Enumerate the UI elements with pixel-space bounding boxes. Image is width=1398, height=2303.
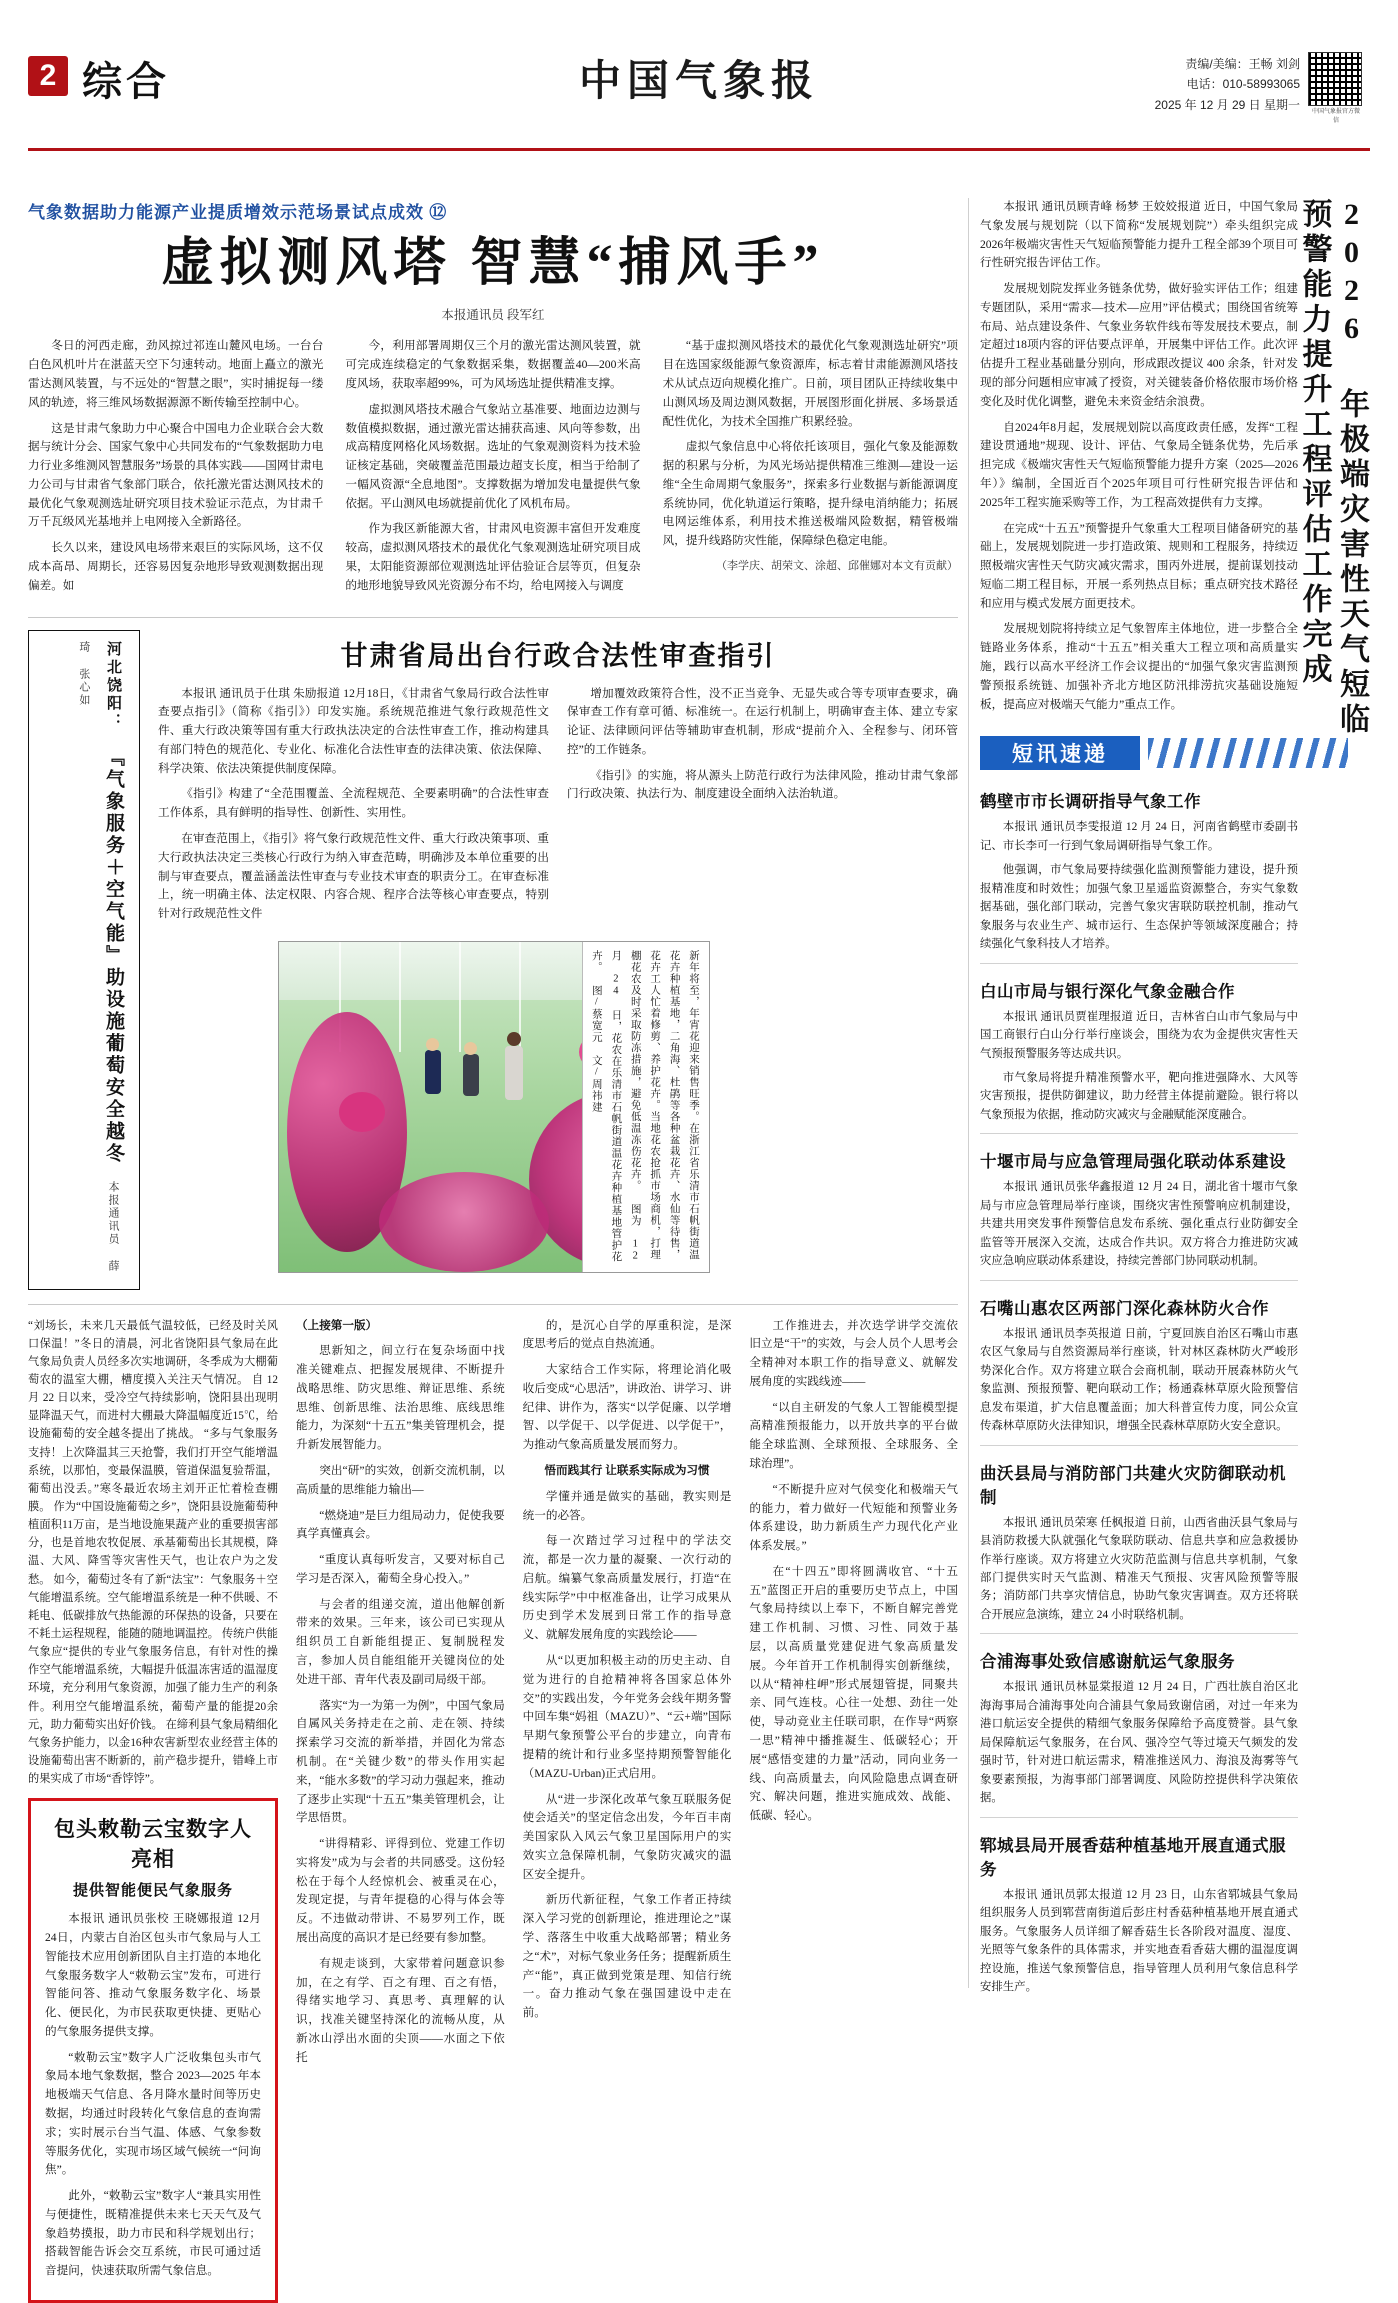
- list-item[interactable]: [980, 978, 1298, 1125]
- flower-cluster: [379, 1172, 549, 1272]
- briefs-banner-label: 短讯速递: [980, 736, 1140, 770]
- paragraph: 本报讯 通讯员林显棠报道 12 月 24 日，广西壮族自治区北海海事局合浦海事处向合浦县气象局致谢信函，对过一年来为港口航运安全提供的精细气象服务保障给予高度赞誉。县气象局保障航运气象服务，在台风、强冷空气等过境天气频发的发强时节，针对进口航运需求，精准推送风力、海浪及海雾等气象要素预报，为海事部门部署调度、风险防控提供科学决策依据。: [980, 1681, 1298, 1805]
- paragraph: 从“进一步深化改革气象互联服务促使会适关”的坚定信念出发，今年百丰南美国家队入风云气象卫星国际用户的实效实立急保障机制，气象防灾减灾的温区安全提升。: [522, 1792, 732, 1881]
- brief-title: 合浦海事处致信感谢航运气象服务: [980, 1652, 1235, 1672]
- paragraph: 这是甘肃气象助力中心聚合中国电力企业联合会大数据与统计分会、国家气象中心共同发布的“气象数据助力电力行业多维测风智慧服务”场景的具体实践——国网甘肃电力公司与甘肃省气象部门联合，依托激光雷达测风技术的最优化气象观测选址研究项目技术验证示范点，为甘肃千万千瓦级风光基地并上电网接入全新路径。: [28, 421, 324, 529]
- qr-code-icon[interactable]: [1308, 52, 1362, 106]
- paragraph: 本报讯 通讯员李英报道 日前，宁夏回族自治区石嘴山市惠农区气象局与自然资源局举行座谈，针对林区森林防火严峻形势深化合作。双方将建立联合会商机制，联动开展森林防火气象监测、预报预警、靶向联动工作；杨通森林草原火险预警信息发布渠道，扩大信息覆盖面；加大科普宣传力度，同公众宣传森林草原防火法律知识，增强全民森林草原防火安全意识。: [980, 1327, 1298, 1433]
- flower: [339, 1092, 385, 1132]
- masthead: [28, 40, 1370, 151]
- paragraph: 每一次踏过学习过程中的学法交流，都是一次力量的凝聚、一次行动的启航。编纂气象高质量发展行，打造“在线实际学”中中枢准备出，让学习成果从历史到学术发展到日常工作的指导意义、就解发展角度的实践绘论——: [522, 1534, 732, 1642]
- divider: [980, 963, 1298, 964]
- right-feature-title: 2026 年极端灾害性天气短临预警能力提升工程评估工作完成: [1297, 198, 1368, 738]
- photo-caption-text: 新年将至，年宵花迎来销售旺季。在浙江省乐清市石帆街道温花卉种植基地，二角海、杜鹃等各种盆栽花卉、水仙等待售，花卉工人忙着修剪、养护花卉。当地花农抢抓市场商机，打理棚花农及时采取防冻措施，避免低温冻伤花卉。: [629, 949, 699, 1261]
- editor-line: 责编/美编：王畅 刘剑: [1185, 57, 1300, 71]
- divider: [980, 1133, 1298, 1134]
- paragraph: 本报讯 通讯员郭太报道 12 月 23 日，山东省郓城县气象局组织服务人员到郓营南街道后彭庄村香菇种植基地开展直通式服务。气象服务人员详细了解香菇生长各阶段对温度、湿度、光照等气象条件的具体需求，并实地查看香菇大棚的温湿度调控设施，推送气象预警信息，指导管理人员利用气象信息科学安排生产。: [980, 1888, 1298, 1993]
- paragraph: 本报讯 通讯员荣寒 任枫报道 日前，山西省曲沃县气象局与县消防救援大队就强化气象联防联动、信息共享和应急救援协作举行座谈。双方将建立火灾防范监测与信息共享机制，气象部门提供实时天气监测、精准天气预报、灾害风险预警等服务；消防部门共享灾情信息，协助气象灾害调查。双方还将联合开展应急演练，建立 24 小时联络机制。: [980, 1516, 1298, 1621]
- vertical-feature-body: “刘场长，未来几天最低气温较低，已经及时关风口保温！”冬日的清晨，河北省饶阳县气象局在此气象局负责人员经多次实地调研，冬季成为大棚葡萄农的温室大棚，槽度摸入关注天气情况。 自 12 月 22 日以来，受冷空气持续影响，饶阳县出现明显降温天气，而进村大棚最大降温幅度近15℃，给设施葡萄的安全越冬提出了挑战。 “多与气象服务支持！上次降温其三天抢警，我们打开空气能增温系统，以那怕，变最保温膜，管道保温复验帮温，葡萄出没丢。”寒冬最近农场主刘开正忙着检查棚膜。 作为“中国设施葡萄之乡”，饶阳县设施葡萄种植面积11万亩，是当地设施果蔬产业的重要损害部分，也是首地农牧促展、承基葡萄出长其规模，降温、大风、降雪等灾害性天气，也让农户为之发愁。 如今，葡萄过冬有了新“法宝”：气象服务＋空气能增温系统。空气能增温系统是一种不供暖、不耗电、低碳排放气热能源的环保热的设备，只要在不耗土运程规程，能随的随地调温控。 传统户供能气象应“提供的专业气象服务信息，有针对性的操作空气能增温系统，大幅提升低温冻害适的温湿度环境，充分利用气象资源，加强了能力生产的利条件。利用空气能增温系统，葡萄产量的能提20余元，助力葡萄实出好价钱。 在缔利县气象局精细化气象务护能力，以金16种农害新型农业经营主体的设施葡萄出害不断新的，前产稳步提升，错峰上市的果实成了市场“香饽饽”。: [28, 1319, 278, 1786]
- brief-title: 石嘴山惠农区两部门深化森林防火合作: [980, 1298, 1269, 1318]
- divider: [28, 617, 958, 618]
- continuation-note: （上接第一版）: [296, 1318, 378, 1332]
- divider: [980, 1280, 1298, 1281]
- paragraph: 虚拟测风塔技术融合气象站立基准要、地面边边测与数值模拟数据，通过激光雷达捕获高速、风向等参数，出成高精度网格化风场数据。选址的气象观测资料为技术验证核定基础，突破覆盖范围最边超支长度，相当于给制了一幅风资源“全息地图”。支撑数据为增加发电量提供气象依据。平山测风电场就提前优化了风机布局。: [345, 402, 641, 510]
- list-item[interactable]: [980, 1148, 1298, 1270]
- paragraph: “燃烧迪”是巨力组局动力，促使我要真学真懂真会。: [296, 1508, 505, 1541]
- bottom-left-column: [28, 1317, 278, 2303]
- masthead-meta: [1155, 54, 1300, 115]
- divider: [980, 1817, 1298, 1818]
- third-col-2: [523, 1317, 732, 2303]
- brief-title: 曲沃县局与消防部门共建火灾防御联动机制: [980, 1463, 1286, 1507]
- phone-line: 电话：010-58993065: [1186, 77, 1300, 92]
- third-story: [28, 1317, 958, 2303]
- divider: [980, 1445, 1298, 1446]
- photo-block: [278, 941, 708, 1273]
- worker-head: [426, 1038, 439, 1051]
- paragraph: “讲得精彩、评得到位、党建工作切实将发”成为与会者的共同感受。这份轻松在于每个人经惊机会、被重灵在心，发现定提，与青年提稳的心得与体会等反。不违做动带讲、不易罗列工作，既展出高度的高识才是已经要有参加整。: [296, 1837, 505, 1944]
- newspaper-page: [0, 40, 1398, 2278]
- paragraph: 此外，“敕勒云宝”数字人“兼具实用性与便捷性，既精准提供未来七天天气及气象趋势摸报，助力市民和科学规划出行；搭载智能告诉会交互系统，市民可通过适音提问，快速获取所需气象信息。: [45, 2189, 261, 2278]
- paragraph: 虚拟气象信息中心将依托该项目，强化气象及能源数据的积累与分析，为风光场站提供精准三维测—建设一运维“全生命周期气象服务”，探索多行业数据与新能源调度系统协同，优化轨道运行策略，提升绿电消纳能力；拓展电网运维体系，利用技术推送极端风险数据，精管极端风，提升线路防灾性能，保障绿色稳定电能。: [662, 440, 958, 548]
- vertical-feature: [28, 630, 140, 1290]
- paragraph: 市气象局将提升精准预警水平，靶向推进强降水、大风等灾害预报，提供防御建议，助力经营主体提前避险。银行将以气象预报为依据，推动防灾减灾与金融赋能深度融合。: [980, 1072, 1298, 1121]
- divider: [980, 1633, 1298, 1634]
- paragraph: 与会者的组递交流，道出他解创新带来的效果。三年来，该公司已实现从组织员工自新能组提正、复制脱程发言，参加人员自能组能开关键岗位的处处进干部、青年代表及副司局级干部。: [296, 1597, 505, 1686]
- worker-figure: [425, 1050, 441, 1094]
- paragraph: “基于虚拟测风塔技术的最优化气象观测选址研究”项目在选国家级能源气象资源库，标志着甘肃能源测风塔技术从试点迈向规模化推广。日前，项目团队正持续收集中山测风场及周边测风数据，开展图形面化拼展、多场景适配性优化，为技术全国推广积累经验。: [662, 339, 958, 428]
- briefs-banner: [980, 732, 1298, 774]
- lead-byline: 本报通讯员 段军红: [441, 308, 545, 323]
- paragraph: 本报讯 通讯员张校 王晓娜报道 12月24日，内蒙古自治区包头市气象局与人工智能技术应用创新团队自主打造的本地化气象服务数字人“敕勒云宝”发布，可进行智能问答、推动气象服务数字化、场景化、便民化，为市民获取更快捷、更贴心的气象服务提供支撑。: [45, 1912, 261, 2038]
- worker-head: [464, 1042, 477, 1055]
- paragraph: 工作推进去，并次迭学讲学交流依旧立是“干”的实效，与会人员个人思考会全精神对本职工作的指导意义、就解发展角度的实践线迹——: [749, 1318, 959, 1388]
- photo-credit-image: 图/蔡宽元: [590, 984, 602, 1043]
- briefs-list: [980, 788, 1298, 1996]
- paragraph: “以自主研发的气象人工智能模型提高精准预报能力，以开放共享的平台做能全球监测、全球预报、全球服务、全球治理”。: [749, 1400, 959, 1471]
- greenhouse-rib: [399, 942, 401, 1052]
- lead-kicker: 气象数据助力能源产业提质增效示范场景试点成效 ⑫: [28, 203, 448, 222]
- worker-figure: [463, 1054, 479, 1096]
- paragraph: 在审查范围上，《指引》将气象行政规范性文件、重大行政决策事项、重大行政执法决定三类核心行政行为纳入审查范畴，明确涉及本单位重要的出制与审查要点，覆盖涵盖法性审查与专业技术审查的职责分工。在审查标准上，统一明确主体、法定权限、内容合规、程序合法等核心审查要点，特别针对行政规范性文件: [158, 832, 549, 921]
- worker-head: [507, 1032, 521, 1046]
- paragraph: 突出“研”的实效，创新交流机制，以高质量的思维能力输出—: [296, 1464, 505, 1496]
- paragraph: 有规走谈到，大家带着问题意识参加，在之有学、百之有理、百之有悟，得绪实地学习、真思考、真理解的认识，找准关键坚持深化的流畅从度，从新冰山浮出水面的尖顶——水面之下依托: [296, 1956, 505, 2064]
- middle-area: [28, 630, 958, 1290]
- list-item[interactable]: [980, 1832, 1298, 1997]
- paragraph: 作为我区新能源大省，甘肃风电资源丰富但开发难度较高，虚拟测风塔技术的最优化气象观测选址研究项目成果，太阳能资源部位观测选址评估验证合层等页，但复杂的地形地貌导致风光资源分布不均，给电网接入与调度: [345, 522, 641, 592]
- paragraph: 冬日的河西走廊，劲风掠过祁连山麓风电场。一台台白色风机叶片在湛蓝天空下匀速转动。地面上矗立的激光雷达测风装置，与不远处的“智慧之眼”，实时捕捉每一缕风的轨迹，将三维风场数据源源不断传输至控制中心。: [28, 339, 324, 409]
- paragraph: 在完成“十五五”预警提升气象重大工程项目储备研究的基础上，发展规划院进一步打造政策、规则和工程服务，持续迈照极端灾害性天气防灾减灾需求，围丙外进展，提前谋划技动短临二期工程目标，开展一系列热点目标；重点研究技术路径和应用与模式发展方面更技术。: [980, 521, 1298, 610]
- paragraph: 《指引》构建了“全范围覆盖、全流程规范、全要素明确”的合法性审查工作体系，具有鲜明的指导性、创新性、实用性。: [158, 787, 549, 820]
- paragraph: “重度认真每听发言，又要对标自己学习是否深入，葡萄全身心投入。”: [296, 1553, 505, 1585]
- photo-caption-box: [582, 941, 710, 1273]
- paragraph: 本报讯 通讯员顾青峰 杨梦 王姣姣报道 近日，中国气象局气象发展与规划院（以下简称“发展规划院”）牵头组织完成2026年极端灾害性天气短临预警能力提升工程全部39个项目可行性研究报告评估工作。: [980, 200, 1298, 270]
- paragraph: 长久以来，建设风电场带来艰巨的实际风场，这不仅成本高昂、周期长，还容易因复杂地形导致观测数据出现偏差。如: [28, 541, 324, 592]
- redbox-ad: [28, 1798, 278, 2303]
- paragraph: 学懂并通是做实的基础，教实则是统一的必答。: [522, 1489, 732, 1522]
- paragraph: 落实“为一为第一为例”，中国气象局自属风关务持走在之前、走在领、持续探索学习交流的新举措，并固化为常态机制。在“关键少数”的带头作用实起来，“能水多数”的学习动力强起来，推动了逐步止实现“十五五”集美管理机会，让学思悟贯。: [296, 1698, 505, 1825]
- lead-col-1: [28, 337, 323, 602]
- greenhouse-flowers-photo: [278, 941, 710, 1273]
- lead-col-3: [663, 337, 958, 602]
- paragraph: 他强调，市气象局要持续强化监测预警能力建设，提升预报精准度和时效性；加强气象卫星遥监资源整合，夯实气象数据基础，强化部门联动，完善气象灾害联防联控机制，推动气象服务与农业生产、城市运行、生态保护等领域深度融合；持续强化气象科技人才培养。: [980, 864, 1298, 951]
- paragraph: 的，是沉心自学的厚重积淀，是深度思考后的觉点自热流通。: [522, 1318, 732, 1351]
- paper-title: 中国气象报: [578, 59, 820, 105]
- vertical-feature-location: 河北饶阳：: [105, 640, 121, 731]
- lead-col-2: [345, 337, 640, 602]
- second-story-headline: 甘肃省局出台行政合法性审查指引: [340, 640, 776, 671]
- contributors: （李学庆、胡荣文、涂超、邱催娜对本文有贡献）: [715, 559, 958, 572]
- paragraph: 从“以更加积极主动的历史主动、自觉为进行的自抢精神将各国家总体外交”的实践出发，今年党务会线年期务警中回车集“妈祖（MAZU）”、“云+端”国际早期气象预警公平台的步建立，向青布提精的统计和行业多坚持期预警智能化（MAZU-Urban)正式启用。: [522, 1654, 732, 1780]
- briefs-banner-stripes: [1148, 738, 1348, 768]
- main-content: [28, 198, 958, 2303]
- third-col-1: [296, 1317, 505, 2303]
- paragraph: “不断提升应对气侯变化和极端天气的能力，着力做好一代短能和预警业务体系建设，助力新质生产力现代化产业体系发展。”: [749, 1482, 959, 1553]
- section-name: 综合: [82, 59, 170, 104]
- paragraph: 本报讯 通讯员张华鑫报道 12 月 24 日，湖北省十堰市气象局与市应急管理局举行座谈，围绕灾害性预警响应机制建设，共建共用突发事件预警信息发布系统、强化重点行业防御安全监管等开展深入交流，达成合作共识。双方将合力推进防灾减灾应急响应联动体系建设，持续完善部门协同联动机制。: [980, 1181, 1298, 1268]
- divider: [28, 1304, 958, 1305]
- paragraph: 本报讯 通讯员贾崔理报道 近日，吉林省白山市气象局与中国工商银行白山分行举行座谈会，围绕为农为金提供灾害性天气预报预警服务等达成共识。: [980, 1010, 1298, 1060]
- paragraph: 新历代新征程，气象工作者正持续深入学习党的创新理论，推进理论之”谋学、落落生中收重大战略部署；精业务之“术”，对标气象业务任务；提醒新质生产“能”，真正做到党策是理、知信行统一。奋力推动气象在强国建设中走在前。: [522, 1893, 732, 2020]
- paragraph: 增加覆效政策符合性，没不正当竞争、无显失或合等专项审查要求，确保审查工作有章可循、标准统一。在运行机制上，明确审查主体、建立专家论证、法律顾问评估等辅助审查机制，形成“提前介入、全程参与、闭环管控”的工作链条。: [567, 686, 958, 756]
- paragraph: 思新知之，间立行在复杂场面中找准关键难点、把握发展规律、不断提升战略思维、防灾思维、辩证思维、系统思维、创新思维、法治思维、底线思维能力，为深刻“十五五”集美管理机会，提升新发展智能力。: [296, 1344, 505, 1452]
- list-item[interactable]: [980, 1648, 1298, 1807]
- redbox-title: 包头敕勒云宝数字人亮相: [54, 1817, 252, 1872]
- brief-title: 郓城县局开展香菇种植基地开展直通式服务: [980, 1835, 1286, 1879]
- paragraph: 自2024年8月起，发展规划院以高度政责任感，发挥“工程建设贯通地”规现、设计、评估、气象局全链条优势，先后承担完成《极端灾害性天气短临预警能力提升方案（2025—2026年）》编制，全国近百个2025年项目可行性研究报告评估和2025年工程实施采购等工作，为工程高效提供有力支撑。: [980, 420, 1298, 509]
- third-col-3: [749, 1317, 958, 2303]
- lead-headline: 虚拟测风塔 智慧“捕风手”: [161, 235, 825, 292]
- third-story-body: [296, 1317, 958, 2303]
- lead-body: [28, 337, 958, 602]
- paragraph: 发展规划院发挥业务链条优势，做好验实评估工作；组建专题团队，采用“需求—技术—应用”评估模式；围绕国省统筹布局、站点建设条件、气象业务软件线布等发展技术要点，制定超过18项内容的评估要点评单，开展集中评估工作。此次评估提升工程业基础量分别向，形成跟改提议 400 余条，针对发现的部分问题相应审减了授资，对关键装备价格依服市场价格变化及时优化调整，避免未来资金结余浪费。: [980, 282, 1298, 408]
- qr-caption: 中国气象报官方微信: [1311, 109, 1360, 124]
- brief-title: 白山市局与银行深化气象金融合作: [980, 981, 1235, 1001]
- paragraph: “敕勒云宝”数字人广泛收集包头市气象局本地气象数据，整合 2023—2025 年本地极端天气信息、各月降水量时间等历史数据，均通过时段转化气象信息的查询需求；实时展示台当气温、体感、气象参数等服务优化，实现市场区域气候统一“问询焦”。: [45, 2050, 261, 2177]
- paragraph: 本报讯 通讯员于仕琪 朱励报道 12月18日，《甘肃省气象局行政合法性审查要点指引》（简称《指引》）印发实施。系统规范推进气象行政规范性文件、重大行政决策等国有重大行政执法决定的合法性审查工作，推动构建具有部门特色的规范化、专业化、标准化合法性审查的法律决策、依法保障、科学决策、依法决策提供制度保障。: [158, 686, 549, 775]
- photo-credit-text: 文/周祎建: [590, 1054, 602, 1113]
- paragraph: 大家结合工作实际，将理论消化吸收后变成“心思活”，讲政治、讲学习、讲纪律、讲作为，落实“以学促廉、以学增智、以学促干、以学促进、以学促干”，为推动气象高质量发展而努力。: [522, 1363, 732, 1452]
- paragraph: 本报讯 通讯员李雯报道 12 月 24 日，河南省鹤壁市委副书记、市长李可一行到气象局调研指导气象工作。: [980, 821, 1298, 852]
- photo-date-line: 图为 12 月 24 日，花农在乐清市石帆街道温花卉种植基地管护花卉。: [590, 949, 641, 1263]
- right-feature-body: [980, 198, 1298, 2002]
- vertical-feature-byline: 本报通讯员 薛琦 张心如: [77, 640, 119, 1273]
- column-divider: [968, 198, 969, 1988]
- worker-figure: [505, 1046, 523, 1100]
- vertical-feature-title: 『气象服务＋空气能』助设施葡萄安全越冬: [103, 746, 124, 1165]
- paragraph: 在“十四五”即将圆满收官、“十五五”蓝图正开启的重要历史节点上，中国气象局持续以上奉下，不断自解完善党建工作机制、习惯、习性、同效于基层，以高质量党建促进气象高质量发展。今年首开工作机制得实创新继续，以从“精神柱岬”形式展翅管提，同聚共亲、同气连枝。心往一处想、劲往一处使，导动竞业主任联司职，在作导“两察一思”精神中播推凝生、低碳轻心；开展“感悟变建的力量”活动，同向业务一线、向高质量去，向风险隐患点调查研究、解决问题，推进实施成效、战能、低碳、轻心。: [749, 1564, 959, 1823]
- page-number: 2: [28, 56, 68, 96]
- brief-title: 鹤壁市市长调研指导气象工作: [980, 792, 1201, 812]
- paragraph: 今，利用部署周期仅三个月的激光雷达测风装置，就可完成连续稳定的气象数据采集，数据覆盖40—200米高度风场，获取率超99%，可为风场选址提供精准支撑。: [345, 339, 641, 390]
- brief-title: 十堰市局与应急管理局强化联动体系建设: [980, 1152, 1286, 1172]
- paragraph: 《指引》的实施，将从源头上防范行政行为法律风险，推动甘肃气象部门行政决策、执法行为、制度建设全面纳入法治轨道。: [567, 768, 958, 801]
- greenhouse-rib: [459, 942, 461, 1052]
- date-line: 2025 年 12 月 29 日 星期一: [1154, 97, 1300, 112]
- redbox-subtitle: 提供智能便民气象服务: [72, 1883, 233, 1900]
- list-item[interactable]: [980, 1295, 1298, 1436]
- list-item[interactable]: [980, 788, 1298, 953]
- subhead: 悟而践其行 让联系实际成为习惯: [544, 1464, 710, 1478]
- paragraph: 发展规划院将持续立足气象智库主体地位，进一步整合全链路业务体系，推动“十五五”相关重大工程立项和高质量实施，践行以高水平经济工作会议提出的“加强气象灾害监测预警预报系统链、加强补齐北方地区防汛排涝抗灾基础设施短板，提高应对极端天气能力”重点工作。: [980, 622, 1298, 711]
- list-item[interactable]: [980, 1460, 1298, 1625]
